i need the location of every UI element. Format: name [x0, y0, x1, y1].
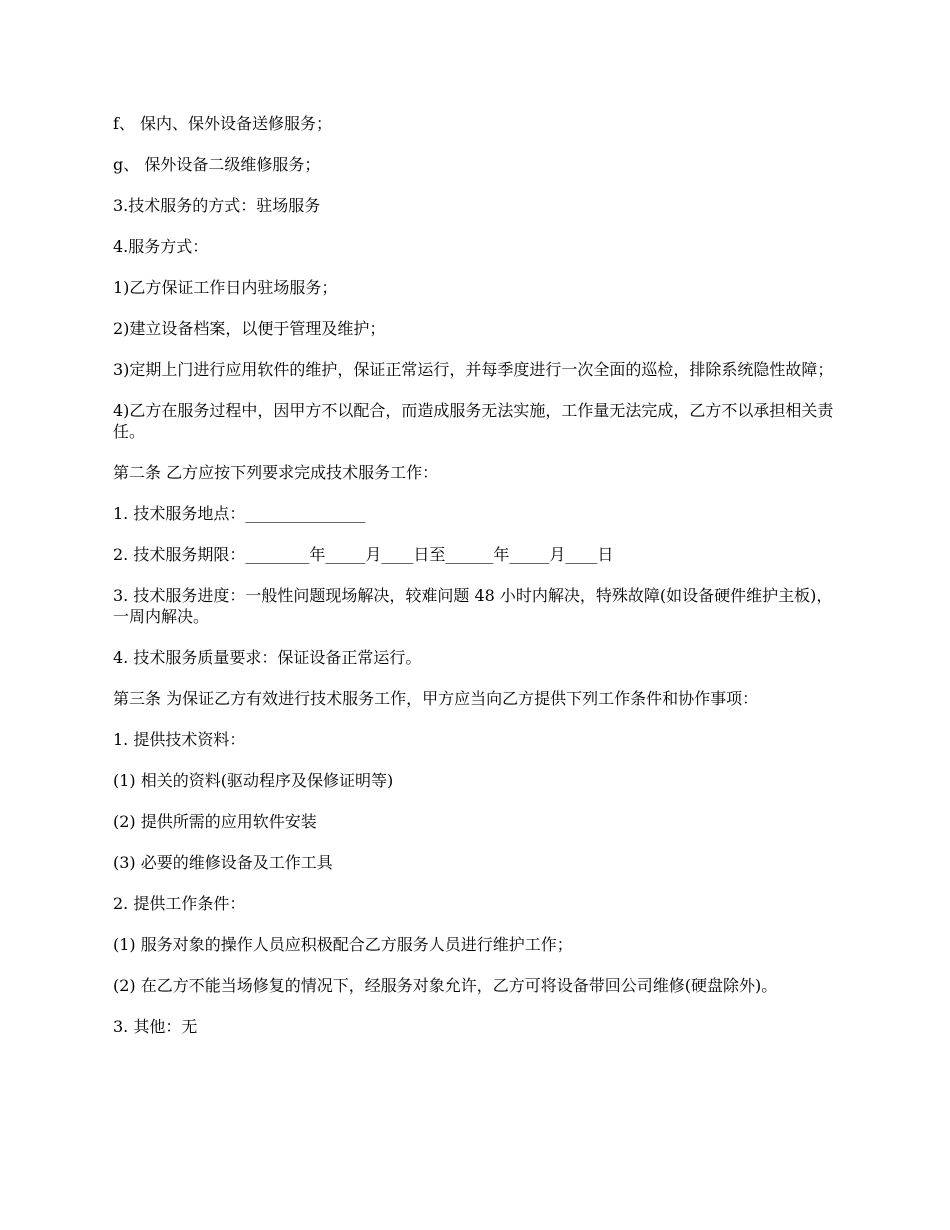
- service-method-heading: 3.技术服务的方式：驻场服务: [113, 196, 321, 215]
- service-item-g: g、 保外设备二级维修服务；: [113, 155, 321, 174]
- article-2-heading: 第二条 乙方应按下列要求完成技术服务工作：: [113, 463, 439, 482]
- technical-materials-item-3: (3) 必要的维修设备及工作工具: [113, 853, 333, 872]
- service-progress: 3. 技术服务进度：一般性问题现场解决，较难问题 48 小时内解决，特殊故障(如设备硬件维护主板)，一周内解决。: [113, 586, 833, 626]
- service-quality: 4. 技术服务质量要求：保证设备正常运行。: [113, 648, 422, 667]
- work-conditions-item-2: (2) 在乙方不能当场修复的情况下，经服务对象允许，乙方可将设备带回公司维修(硬盘除外)。: [113, 976, 778, 995]
- service-mode-item-2: 2)建立设备档案，以便于管理及维护；: [113, 319, 386, 338]
- service-mode-item-3: 3)定期上门进行应用软件的维护，保证正常运行，并每季度进行一次全面的巡检，排除系统隐性故障；: [113, 360, 834, 379]
- technical-materials-item-2: (2) 提供所需的应用软件安装: [113, 812, 317, 831]
- service-location-field: 1. 技术服务地点：_______________: [113, 504, 366, 523]
- work-conditions-item-1: (1) 服务对象的操作人员应积极配合乙方服务人员进行维护工作；: [113, 935, 573, 954]
- service-mode-heading: 4.服务方式：: [113, 237, 209, 256]
- service-mode-item-4: 4)乙方在服务过程中，因甲方不以配合，而造成服务无法实施，工作量无法完成，乙方不以承担相关责任。: [113, 401, 834, 441]
- other-item: 3. 其他：无: [113, 1017, 198, 1036]
- technical-materials-item-1: (1) 相关的资料(驱动程序及保修证明等): [113, 771, 394, 790]
- work-conditions-heading: 2. 提供工作条件：: [113, 894, 246, 913]
- document-body: [113, 113, 838, 1057]
- service-item-f: f、 保内、保外设备送修服务；: [113, 114, 333, 133]
- service-mode-item-1: 1)乙方保证工作日内驻场服务；: [113, 278, 338, 297]
- service-period-field: 2. 技术服务期限：________年_____月____日至______年_____月____日: [113, 545, 614, 564]
- technical-materials-heading: 1. 提供技术资料：: [113, 730, 246, 749]
- article-3-heading: 第三条 为保证乙方有效进行技术服务工作，甲方应当向乙方提供下列工作条件和协作事项：: [113, 689, 759, 708]
